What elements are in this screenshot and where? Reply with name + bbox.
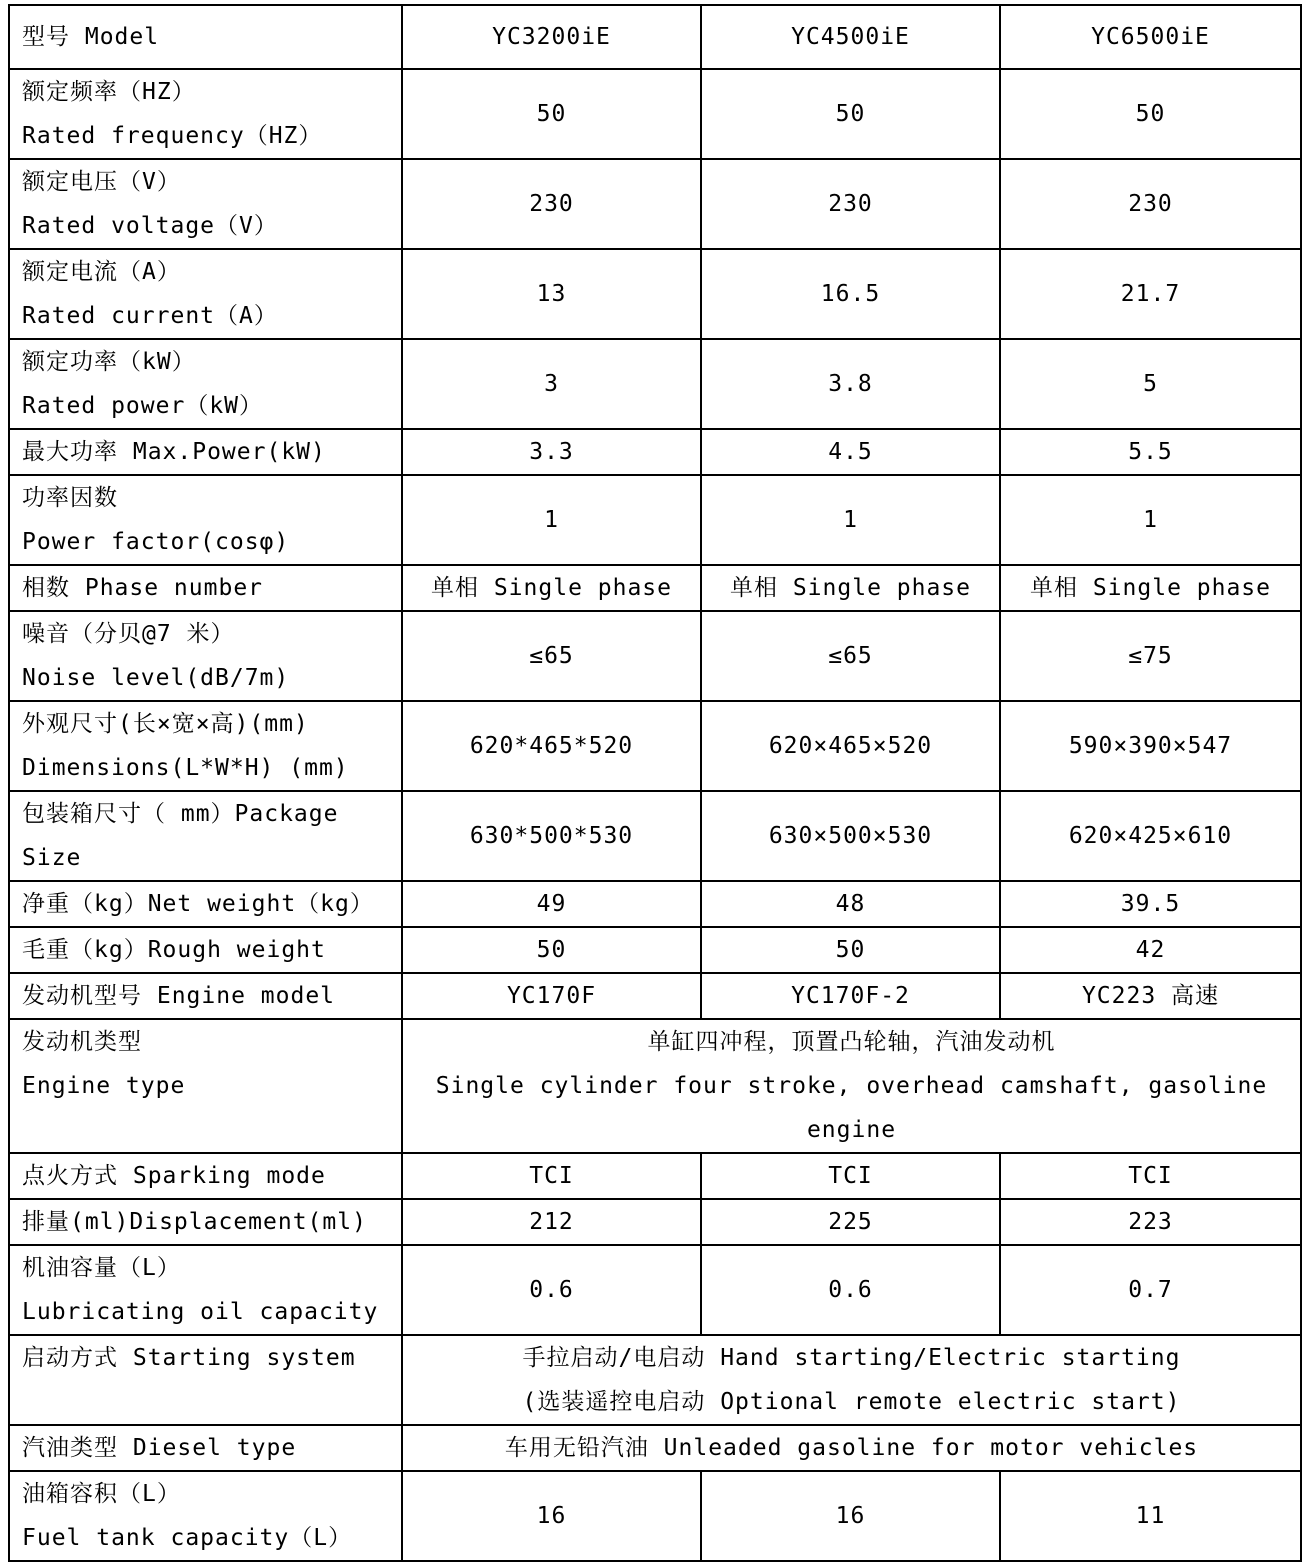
cell-value: 50 (402, 927, 701, 973)
table-row (9, 927, 1301, 973)
table-row (9, 249, 1301, 339)
cell-value: 1 (1000, 475, 1301, 565)
cell-value: 1 (701, 475, 1000, 565)
table-row (9, 791, 1301, 881)
cell-value: 620×465×520 (701, 701, 1000, 791)
cell-value: 620×425×610 (1000, 791, 1301, 881)
cell-value: 230 (701, 159, 1000, 249)
cell-value: 50 (1000, 69, 1301, 159)
cell-value: 50 (402, 69, 701, 159)
table-row (9, 69, 1301, 159)
row-label: 毛重（kg）Rough weight (9, 927, 402, 973)
cell-value: 13 (402, 249, 701, 339)
spec-table (8, 4, 1302, 1562)
cell-value: 223 (1000, 1199, 1301, 1245)
cell-value: YC170F (402, 973, 701, 1019)
cell-value: 50 (701, 927, 1000, 973)
cell-value: 630*500*530 (402, 791, 701, 881)
cell-value: 39.5 (1000, 881, 1301, 927)
cell-value: 620*465*520 (402, 701, 701, 791)
cell-value: 42 (1000, 927, 1301, 973)
model-yc3200ie: YC3200iE (402, 5, 701, 69)
cell-value: 0.6 (701, 1245, 1000, 1335)
row-label: 机油容量（L） Lubricating oil capacity (9, 1245, 402, 1335)
cell-value: ≤65 (701, 611, 1000, 701)
table-row (9, 701, 1301, 791)
cell-value: ≤65 (402, 611, 701, 701)
table-row (9, 973, 1301, 1019)
cell-value: YC223 高速 (1000, 973, 1301, 1019)
cell-value: 49 (402, 881, 701, 927)
cell-value: 3.8 (701, 339, 1000, 429)
row-label: 外观尺寸(长×宽×高)(mm) Dimensions(L*W*H) (mm) (9, 701, 402, 791)
cell-value: 单相 Single phase (701, 565, 1000, 611)
table-row (9, 475, 1301, 565)
table-row (9, 159, 1301, 249)
row-label: 最大功率 Max.Power(kW) (9, 429, 402, 475)
row-label: 额定电压（V） Rated voltage（V） (9, 159, 402, 249)
row-label: 噪音（分贝@7 米） Noise level(dB/7m) (9, 611, 402, 701)
row-label: 发动机型号 Engine model (9, 973, 402, 1019)
cell-value: 212 (402, 1199, 701, 1245)
cell-value: 21.7 (1000, 249, 1301, 339)
row-label: 额定频率（HZ） Rated frequency（HZ） (9, 69, 402, 159)
table-row (9, 1425, 1301, 1471)
row-label: 额定功率（kW） Rated power（kW） (9, 339, 402, 429)
merged-value: 单缸四冲程，顶置凸轮轴，汽油发动机 Single cylinder four stroke, overhead camshaft, gasoline engine (402, 1019, 1301, 1153)
table-row (9, 565, 1301, 611)
row-label: 额定电流（A） Rated current（A） (9, 249, 402, 339)
table-row (9, 339, 1301, 429)
cell-value: TCI (701, 1153, 1000, 1199)
cell-value: 16 (402, 1471, 701, 1561)
cell-value: 225 (701, 1199, 1000, 1245)
row-label: 净重（kg）Net weight（kg） (9, 881, 402, 927)
cell-value: 5.5 (1000, 429, 1301, 475)
table-row (9, 1153, 1301, 1199)
row-label: 排量(ml)Displacement(ml) (9, 1199, 402, 1245)
table-row (9, 881, 1301, 927)
cell-value: 16.5 (701, 249, 1000, 339)
cell-value: 3.3 (402, 429, 701, 475)
cell-value: YC170F-2 (701, 973, 1000, 1019)
cell-value: 5 (1000, 339, 1301, 429)
merged-value: 手拉启动/电启动 Hand starting/Electric starting (选装遥控电启动 Optional remote electric start) (402, 1335, 1301, 1425)
cell-value: ≤75 (1000, 611, 1301, 701)
row-label: 汽油类型 Diesel type (9, 1425, 402, 1471)
cell-value: 4.5 (701, 429, 1000, 475)
cell-value: 单相 Single phase (402, 565, 701, 611)
cell-value: TCI (1000, 1153, 1301, 1199)
row-label: 功率因数 Power factor(cosφ) (9, 475, 402, 565)
cell-value: 230 (402, 159, 701, 249)
merged-value: 车用无铅汽油 Unleaded gasoline for motor vehicles (402, 1425, 1301, 1471)
cell-value: 630×500×530 (701, 791, 1000, 881)
header-label: 型号 Model (9, 5, 402, 69)
table-row (9, 1335, 1301, 1425)
cell-value: 0.7 (1000, 1245, 1301, 1335)
cell-value: 0.6 (402, 1245, 701, 1335)
model-yc6500ie: YC6500iE (1000, 5, 1301, 69)
cell-value: 3 (402, 339, 701, 429)
table-row (9, 1019, 1301, 1153)
model-yc4500ie: YC4500iE (701, 5, 1000, 69)
row-label: 包装箱尺寸（ mm）Package Size (9, 791, 402, 881)
cell-value: 230 (1000, 159, 1301, 249)
table-row (9, 611, 1301, 701)
table-row (9, 429, 1301, 475)
table-row (9, 1471, 1301, 1561)
row-label: 相数 Phase number (9, 565, 402, 611)
table-row (9, 1245, 1301, 1335)
header-row (9, 5, 1301, 69)
row-label: 发动机类型 Engine type (9, 1019, 402, 1153)
cell-value: TCI (402, 1153, 701, 1199)
cell-value: 48 (701, 881, 1000, 927)
row-label: 点火方式 Sparking mode (9, 1153, 402, 1199)
cell-value: 1 (402, 475, 701, 565)
cell-value: 11 (1000, 1471, 1301, 1561)
cell-value: 16 (701, 1471, 1000, 1561)
row-label: 启动方式 Starting system (9, 1335, 402, 1425)
row-label: 油箱容积（L） Fuel tank capacity（L） (9, 1471, 402, 1561)
cell-value: 50 (701, 69, 1000, 159)
table-row (9, 1199, 1301, 1245)
cell-value: 590×390×547 (1000, 701, 1301, 791)
cell-value: 单相 Single phase (1000, 565, 1301, 611)
